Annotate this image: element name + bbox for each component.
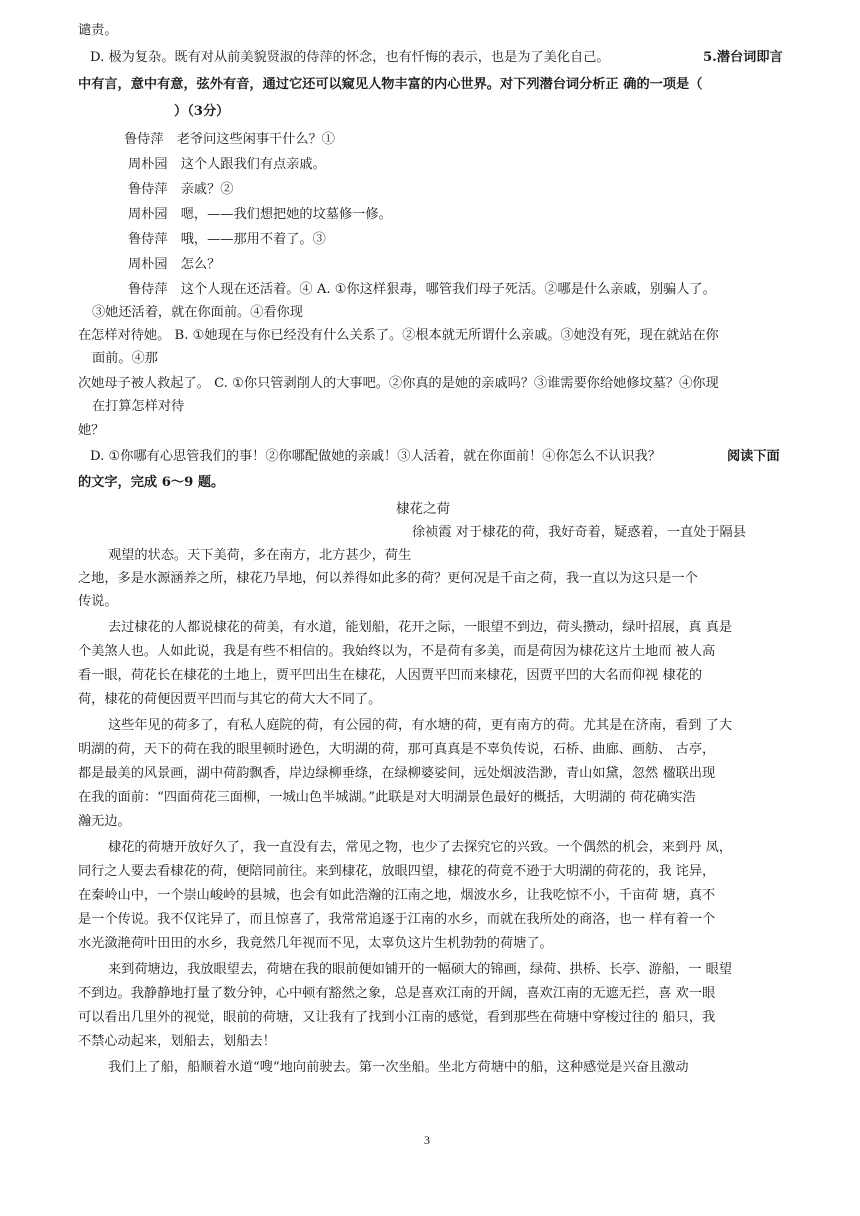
text-line: 来到荷塘边，我放眼望去，荷塘在我的眼前便如铺开的一幅硕大的锦画，绿荷、拱桥、长亭、游船，一 眼望 bbox=[108, 962, 733, 977]
text-line: 不禁心动起来，划船去，划船去！ bbox=[78, 1034, 276, 1049]
text-line: 鲁侍萍 亲戚？② bbox=[128, 182, 234, 197]
text-line: 荷，棣花的荷便因贾平凹而与其它的荷大大不同了。 bbox=[78, 692, 382, 707]
text-line: 周朴园 嗯，——我们想把她的坟墓修一修。 bbox=[128, 207, 392, 222]
text-line: ）（3分） bbox=[174, 104, 230, 119]
text-line: 个美煞人也。人如此说，我是有些不相信的。我始终以为，不是荷有多美，而是荷因为棣花这片土地而 被人高 bbox=[78, 644, 716, 659]
page-number: 3 bbox=[424, 1133, 430, 1147]
text-line: 在怎样对待她。 B. ①她现在与你已经没有什么关系了。②根本就无所谓什么亲戚。③她没有死，现在就站在你 bbox=[78, 328, 719, 343]
text-line: 中有言，意中有意，弦外有音，通过它还可以窥见人物丰富的内心世界。对下列潜台词分析正 确的一项是（ bbox=[78, 77, 703, 92]
text-line: 传说。 bbox=[78, 594, 118, 609]
text-line: 我们上了船，船顺着水道“嗖”地向前驶去。第一次坐船。坐北方荷塘中的船，这种感觉是兴奋且激动 bbox=[108, 1060, 689, 1075]
text-line: 谴责。 bbox=[78, 23, 118, 38]
text-line: 看一眼，荷花长在棣花的土地上，贾平凹出生在棣花，人因贾平凹而来棣花，因贾平凹的大名而仰视 棣花的 bbox=[78, 668, 703, 683]
text-line: 的文字，完成 6～9 题。 bbox=[78, 475, 225, 490]
text-line: 鲁侍萍 这个人现在还活着。④ A. ①你这样狠毒，哪管我们母子死活。②哪是什么亲戚，别骗人了。 bbox=[128, 282, 716, 297]
text-line: D. ①你哪有心思管我们的事！②你哪配做她的亲戚！③人活着，就在你面前！④你怎么不认识我？ bbox=[90, 449, 661, 464]
text-line: 可以看出几里外的视觉，眼前的荷塘，又让我有了找到小江南的感觉，看到那些在荷塘中穿梭过往的 船只，我 bbox=[78, 1010, 716, 1025]
text-line: 去过棣花的人都说棣花的荷美，有水道，能划船，花开之际，一眼望不到边，荷头攒动，绿叶招展，真 真是 bbox=[108, 620, 733, 635]
text-line: 都是最美的风景画，湖中荷韵飘香，岸边绿柳垂绦，在绿柳婆娑间，远处烟波浩渺，青山如黛，忽然 楹联出现 bbox=[78, 766, 716, 781]
text-line: 棣花的荷塘开放好久了，我一直没有去，常见之物，也少了去探究它的兴致。一个偶然的机会，来到丹 凤， bbox=[108, 840, 733, 855]
text-line: 在秦岭山中，一个崇山峻岭的县城，也会有如此浩瀚的江南之地，烟波水乡，让我吃惊不小，千亩荷 塘，真不 bbox=[78, 888, 716, 903]
text-line: 同行之人要去看棣花的荷，便陪同前往。来到棣花，放眼四望，棣花的荷竟不逊于大明湖的荷花的，我 诧异， bbox=[78, 864, 716, 879]
text-line: 之地，多是水源涵养之所，棣花乃旱地，何以养得如此多的荷？更何况是千亩之荷，我一直以为这只是一个 bbox=[78, 571, 698, 586]
text-line: 瀚无边。 bbox=[78, 814, 131, 829]
text-line: 5.潜台词即言 bbox=[703, 50, 783, 65]
text-line: 周朴园 这个人跟我们有点亲戚。 bbox=[128, 157, 326, 172]
article-title: 棣花之荷 bbox=[396, 501, 450, 517]
text-line: 观望的状态。天下美荷，多在南方，北方甚少，荷生 bbox=[108, 548, 412, 563]
text-line: 周朴园 怎么？ bbox=[128, 257, 221, 272]
text-line: 不到边。我静静地打量了数分钟，心中顿有豁然之象，总是喜欢江南的开阔，喜欢江南的无遮无拦，喜 欢一眼 bbox=[78, 986, 716, 1001]
text-line: ③她还活着，就在你面前。④看你现 bbox=[92, 305, 303, 320]
text-line: 在打算怎样对待 bbox=[92, 399, 185, 414]
text-line: 是一个传说。我不仅诧异了，而且惊喜了，我常常追逐于江南的水乡，而就在我所处的商洛，也一 样有着一个 bbox=[78, 912, 716, 927]
text-line: 鲁侍萍 老爷问这些闲事干什么？① bbox=[124, 132, 335, 147]
text-line: 明湖的荷，天下的荷在我的眼里顿时逊色，大明湖的荷，那可真真是不辜负传说，石桥、曲廊、画舫、 古亭， bbox=[78, 742, 716, 757]
text-line: 鲁侍萍 哦，——那用不着了。③ bbox=[128, 232, 326, 247]
text-line: 这些年见的荷多了，有私人庭院的荷，有公园的荷，有水塘的荷，更有南方的荷。尤其是在济南，看到 了大 bbox=[108, 718, 733, 733]
text-line: D. 极为复杂。既有对从前美貌贤淑的侍萍的怀念，也有忏悔的表示，也是为了美化自己。 bbox=[90, 50, 610, 65]
text-line: 她？ bbox=[78, 423, 105, 438]
text-line: 阅读下面 bbox=[727, 449, 780, 464]
text-line: 在我的面前：“四面荷花三面柳，一城山色半城湖。”此联是对大明湖景色最好的概括，大明湖的 荷花确实浩 bbox=[78, 790, 696, 805]
text-line: 次她母子被人救起了。 C. ①你只管剥削人的大事吧。②你真的是她的亲戚吗？③谁需要你给她修坟墓？④你现 bbox=[78, 376, 719, 391]
text-line: 徐祯霞 对于棣花的荷，我好奇着，疑惑着，一直处于隔县 bbox=[412, 525, 746, 540]
text-line: 面前。④那 bbox=[92, 351, 158, 366]
text-line: 水光潋滟荷叶田田的水乡，我竟然几年视而不见，太辜负这片生机勃勃的荷塘了。 bbox=[78, 936, 553, 951]
